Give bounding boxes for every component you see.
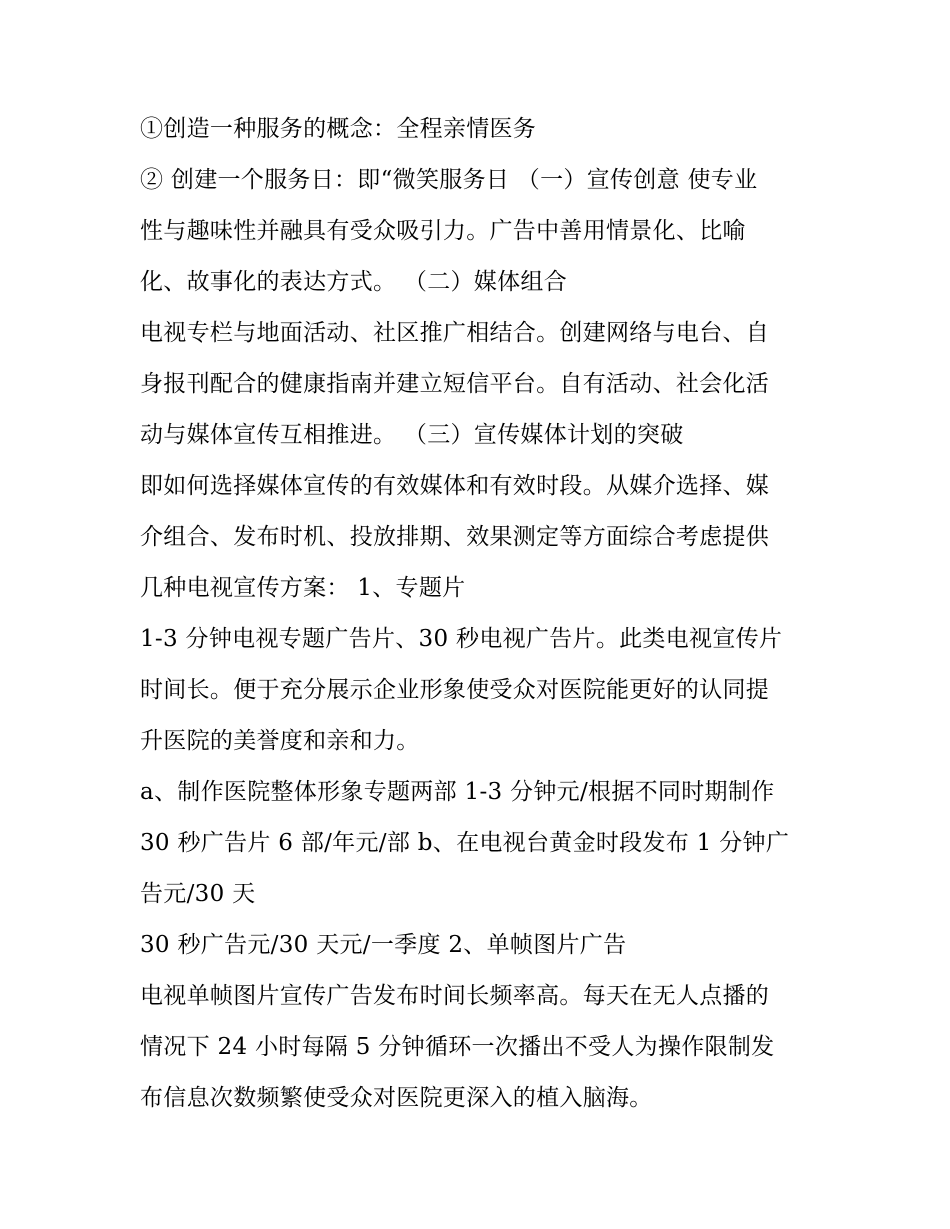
text-line: 情况下 24 小时每隔 5 分钟循环一次播出不受人为操作限制发 [140, 1034, 775, 1060]
text-line: 动与媒体宣传互相推进。 （三）宣传媒体计划的突破 [140, 422, 684, 448]
text-line: 布信息次数频繁使受众对医院更深入的植入脑海。 [140, 1085, 653, 1111]
body-text [140, 104, 830, 1124]
text-line: 告元/30 天 [140, 881, 256, 907]
text-line: 时间长。便于充分展示企业形象使受众对医院能更好的认同提 [140, 677, 770, 703]
text-line: 即如何选择媒体宣传的有效媒体和有效时段。从媒介选择、媒 [140, 473, 770, 499]
text-line: 30 秒广告元/30 天元/一季度 2、单帧图片广告 [140, 932, 627, 958]
text-line: 身报刊配合的健康指南并建立短信平台。自有活动、社会化活 [140, 371, 770, 397]
text-line: 升医院的美誉度和亲和力。 [140, 728, 420, 754]
text-line: 化、故事化的表达方式。 （二）媒体组合 [140, 269, 568, 295]
text-line: ② 创建一个服务日：即“微笑服务日 （一）宣传创意 使专业 [140, 167, 758, 193]
text-line: 介组合、发布时机、投放排期、效果测定等方面综合考虑提供 [140, 524, 770, 550]
text-line: 性与趣味性并融具有受众吸引力。广告中善用情景化、比喻 [140, 218, 746, 244]
text-line: a、制作医院整体形象专题两部 1-3 分钟元/根据不同时期制作 [140, 779, 775, 805]
text-line: 电视专栏与地面活动、社区推广相结合。创建网络与电台、自 [140, 320, 770, 346]
text-line: 1-3 分钟电视专题广告片、30 秒电视广告片。此类电视宣传片 [140, 626, 783, 652]
text-line: 30 秒广告片 6 部/年元/部 b、在电视台黄金时段发布 1 分钟广 [140, 830, 790, 856]
text-line: 几种电视宣传方案： 1、专题片 [140, 575, 466, 601]
text-line: ①创造一种服务的概念：全程亲情医务 [140, 116, 537, 142]
text-line: 电视单帧图片宣传广告发布时间长频率高。每天在无人点播的 [140, 983, 770, 1009]
